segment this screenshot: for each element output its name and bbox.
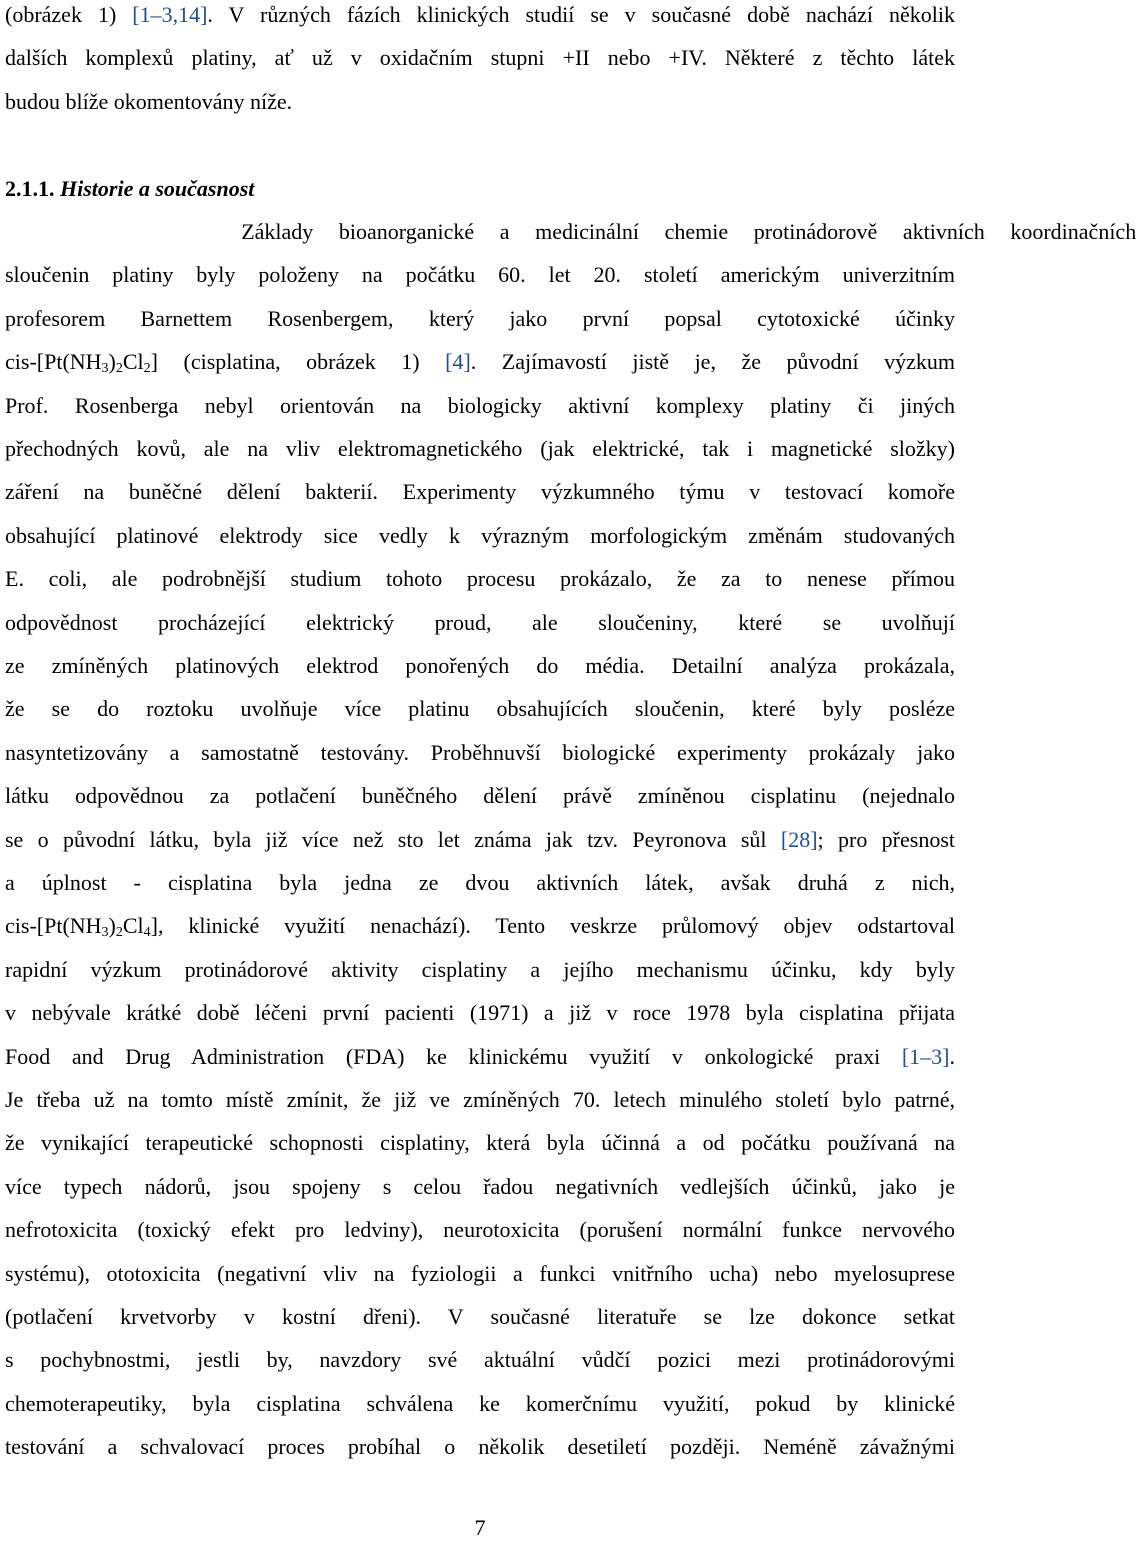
subscript: 3 — [101, 361, 109, 377]
text-line — [5, 434, 955, 464]
text-run: cis-[Pt(NH — [5, 349, 102, 375]
text-run: testování a schvalovací proces probíhal o několik desetiletí později. Neméně závažnými — [5, 1434, 955, 1460]
text-run: a úplnost - cisplatina byla jedna ze dvou aktivních látek, avšak druhá z nich, — [5, 870, 955, 895]
text-line — [5, 955, 955, 985]
text-line — [5, 304, 955, 334]
text-line — [5, 1042, 955, 1072]
subscript: 2 — [143, 361, 151, 377]
text-line — [5, 217, 1136, 247]
text-line — [5, 738, 955, 768]
text-line — [5, 694, 955, 724]
text-line — [5, 1215, 955, 1245]
text-run: rapidní výzkum protinádorové aktivity cisplatiny a jejího mechanismu účinku, kdy byly — [5, 956, 955, 982]
text-line — [5, 1085, 955, 1115]
text-run: nefrotoxicita (toxický efekt pro ledviny), neurotoxicita (porušení normální funkce nervového — [5, 1217, 955, 1243]
text-line — [5, 868, 955, 898]
text-run: ; pro přesnost — [817, 826, 956, 852]
text-run: Prof. Rosenberga nebyl orientován na biologicky aktivní komplexy platiny či jiných — [5, 392, 955, 418]
text-run: že se do roztoku uvolňuje více platinu obsahujících sloučenin, které byly posléze — [5, 696, 955, 722]
text-line — [5, 260, 955, 290]
text-run: se o původní látku, byla již více než sto let známa jak tzv. Peyronova sůl — [5, 826, 781, 852]
text-run: Cl — [122, 913, 144, 939]
text-run: Je třeba už na tomto místě zmínit, že již ve zmíněných 70. letech minulého století bylo patrné, — [5, 1087, 955, 1112]
text-line — [5, 1389, 955, 1419]
text-run: systému), ototoxicita (negativní vliv na fyziologii a funkci vnitřního ucha) nebo myelosuprese — [5, 1260, 955, 1286]
text-run: dalších komplexů platiny, ať už v oxidačním stupni +II nebo +IV. Některé z těchto látek — [5, 45, 955, 71]
text-line — [5, 521, 955, 551]
text-line — [5, 347, 955, 377]
text-line — [5, 781, 955, 811]
text-run: ze zmíněných platinových elektrod ponořených do média. Detailní analýza prokázala, — [5, 653, 955, 678]
text-run: Základy bioanorganické a medicinální chemie protinádorově aktivních koordinačních — [5, 219, 1136, 244]
text-line — [5, 174, 955, 204]
text-run: . — [949, 1043, 955, 1069]
text-line — [5, 608, 955, 638]
text-line — [5, 1172, 955, 1202]
text-run: ], klinické využití nenachází). Tento veskrze průlomový objev odstartoval — [150, 913, 955, 939]
text-line — [5, 1259, 955, 1289]
text-run: více typech nádorů, jsou spojeny s celou řadou negativních vedlejších účinků, jako je — [5, 1173, 955, 1199]
citation-link[interactable]: [1–3,14] — [132, 2, 208, 27]
subscript: 2 — [115, 925, 123, 941]
text-line — [5, 998, 955, 1028]
text-run: odpovědnost procházející elektrický proud, ale sloučeniny, které se uvolňují — [5, 609, 955, 635]
section-number: 2.1.1. — [5, 175, 55, 201]
text-run: ) — [108, 349, 116, 375]
text-line — [5, 1432, 955, 1462]
text-line — [5, 87, 955, 117]
text-run: ) — [108, 913, 116, 939]
text-run: . Zajímavostí jistě je, že původní výzkum — [470, 349, 955, 375]
text-run: ] (cisplatina, obrázek 1) — [150, 349, 446, 375]
text-run: chemoterapeutiky, byla cisplatina schválena ke komerčnímu využití, pokud by klinické — [5, 1390, 955, 1416]
text-run: nasyntetizovány a samostatně testovány. Proběhnuvší biologické experimenty prokázaly jako — [5, 739, 955, 765]
text-line — [5, 564, 955, 594]
text-line — [5, 1302, 955, 1332]
text-run: v nebývale krátké době léčeni první pacienti (1971) a již v roce 1978 byla cisplatina přijata — [5, 1000, 955, 1026]
text-run: profesorem Barnettem Rosenbergem, který jako první popsal cytotoxické účinky — [5, 305, 955, 331]
text-line — [5, 130, 955, 160]
text-run: látku odpovědnou za potlačení buněčného dělení právě zmíněnou cisplatinu (nejednalo — [5, 783, 955, 809]
citation-link[interactable]: [1–3] — [901, 1043, 950, 1069]
text-line — [5, 1128, 955, 1158]
section-title: Historie a současnost — [60, 175, 255, 201]
text-line — [5, 825, 955, 855]
text-run: budou blíže okomentovány níže. — [5, 88, 293, 114]
text-run: že vynikající terapeutické schopnosti cisplatiny, která byla účinná a od počátku používaná na — [5, 1130, 955, 1156]
subscript: 4 — [143, 925, 151, 941]
text-line — [5, 911, 955, 941]
text-run: Food and Drug Administration (FDA) ke klinickému využití v onkologické praxi — [5, 1043, 902, 1069]
text-run: Cl — [122, 349, 144, 375]
text-run: přechodných kovů, ale na vliv elektromagnetického (jak elektrické, tak i magnetické složky) — [5, 436, 955, 461]
text-run: s pochybnostmi, jestli by, navzdory své aktuální vůdčí pozici mezi protinádorovými — [5, 1347, 955, 1373]
text-line — [5, 1345, 955, 1375]
text-run: (potlačení krvetvorby v kostní dřeni). V současné literatuře se lze dokonce setkat — [5, 1304, 955, 1329]
text-line — [5, 0, 955, 30]
text-run: záření na buněčné dělení bakterií. Experimenty výzkumného týmu v testovací komoře — [5, 479, 955, 505]
text-run: sloučenin platiny byly položeny na počátku 60. let 20. století americkým univerzitním — [5, 262, 955, 288]
text-run: (obrázek 1) — [5, 2, 133, 27]
text-line — [5, 477, 955, 507]
text-line — [5, 651, 955, 681]
text-run: . V různých fázích klinických studií se v současné době nachází několik — [207, 2, 955, 27]
citation-link[interactable]: [4] — [445, 349, 471, 375]
text-run: cis-[Pt(NH — [5, 913, 102, 939]
text-run: E. coli, ale podrobnější studium tohoto procesu prokázalo, že za to nenese přímou — [5, 566, 955, 592]
text-line — [5, 43, 955, 73]
citation-link[interactable]: [28] — [780, 826, 818, 852]
page-number: 7 — [474, 1515, 486, 1540]
text-run: obsahující platinové elektrody sice vedly k výrazným morfologickým změnám studovaných — [5, 522, 955, 548]
subscript: 2 — [115, 361, 123, 377]
text-line — [5, 391, 955, 421]
subscript: 3 — [101, 925, 109, 941]
